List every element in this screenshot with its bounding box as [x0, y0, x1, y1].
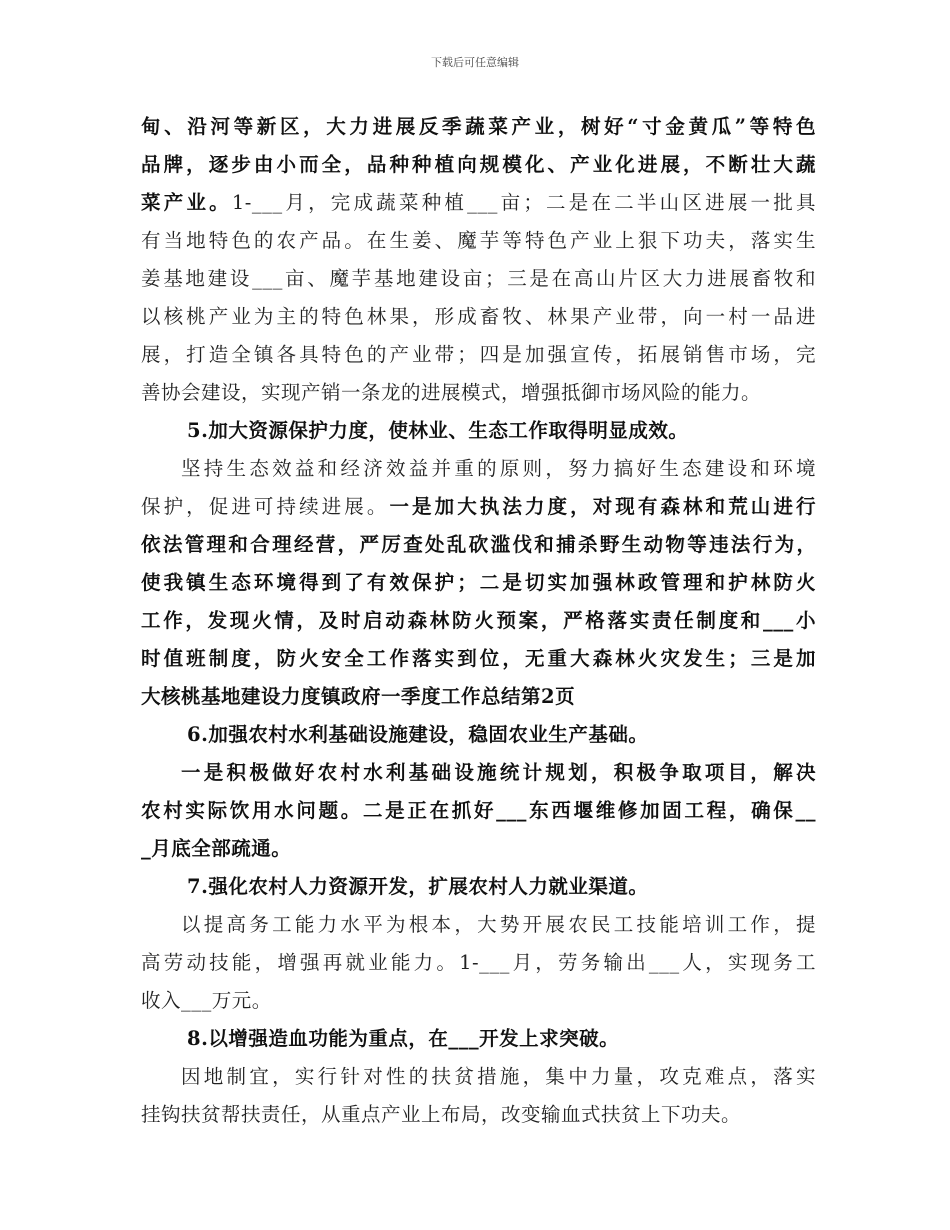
body-line: 有当地特色的农产品。在生姜、魔芋等特色产业上狠下功夫，落实生 — [141, 229, 816, 252]
body-line: 以核桃产业为主的特色林果，形成畜牧、林果产业带，向一村一品进 — [141, 305, 816, 328]
body-line-fragment: 1-___月，完成蔬菜种植___亩；二是在二半山区进展一批具 — [231, 191, 816, 214]
body-line: 依法管理和合理经营，严厉查处乱砍滥伐和捕杀野生动物等违法行为， — [141, 533, 816, 556]
body-line-fragment: 一是加大执法力度，对现有森林和荒山进行 — [389, 495, 816, 518]
body-line: 农村实际饮用水问题。二是正在抓好___东西堰维修加固工程，确保__ — [141, 799, 816, 822]
body-line-fragment: 菜产业。 — [141, 191, 232, 214]
body-line: 品牌，逐步由小而全，品种种植向规模化、产业化进展，不断壮大蔬 — [141, 153, 816, 176]
section-heading-5: 5.加大资源保护力度，使林业、生态工作取得明显成效。 — [187, 419, 689, 442]
document-body — [141, 108, 816, 1134]
body-line: 姜基地建设___亩、魔芋基地建设亩；三是在高山片区大力进展畜牧和 — [141, 267, 816, 290]
body-line: 高劳动技能，增强再就业能力。1-___月，劳务输出___人，实现务工 — [141, 951, 816, 974]
body-line-mixed — [141, 184, 816, 222]
body-line-mixed — [141, 488, 816, 526]
body-line: 大核桃基地建设力度镇政府一季度工作总结第2页 — [141, 685, 576, 708]
body-line: 坚持生态效益和经济效益并重的原则，努力搞好生态建设和环境 — [181, 457, 816, 480]
body-line: 使我镇生态环境得到了有效保护；二是切实加强林政管理和护林防火 — [141, 571, 816, 594]
body-line: 甸、沿河等新区，大力进展反季蔬菜产业，树好“寸金黄瓜”等特色 — [141, 115, 816, 138]
body-line: 以提高务工能力水平为根本，大势开展农民工技能培训工作，提 — [181, 913, 816, 936]
body-line: 善协会建设，实现产销一条龙的进展模式，增强抵御市场风险的能力。 — [141, 381, 762, 404]
page-header: 下载后可任意编辑 — [431, 56, 519, 69]
body-line-fragment: 保护，促进可持续进展。 — [141, 495, 390, 518]
body-line: 工作，发现火情，及时启动森林防火预案，严格落实责任制度和___小 — [141, 609, 816, 632]
body-line: 时值班制度，防火安全工作落实到位，无重大森林火灾发生；三是加 — [141, 647, 816, 670]
section-heading-6: 6.加强农村水利基础设施建设，稳固农业生产基础。 — [187, 723, 649, 746]
body-line: 一是积极做好农村水利基础设施统计规划，积极争取项目，解决 — [181, 761, 816, 784]
body-line: _月底全部疏通。 — [141, 837, 292, 860]
section-heading-7: 7.强化农村人力资源开发，扩展农村人力就业渠道。 — [187, 875, 649, 898]
body-line: 展，打造全镇各具特色的产业带；四是加强宣传，拓展销售市场，完 — [141, 343, 816, 366]
body-line: 收入___万元。 — [141, 989, 272, 1012]
section-heading-8: 8.以增强造血功能为重点，在___开发上求突破。 — [187, 1027, 620, 1050]
body-line: 挂钩扶贫帮扶责任，从重点产业上布局，改变输血式扶贫上下功夫。 — [141, 1103, 742, 1126]
body-line: 因地制宜，实行针对性的扶贫措施，集中力量，攻克难点，落实 — [181, 1065, 816, 1088]
